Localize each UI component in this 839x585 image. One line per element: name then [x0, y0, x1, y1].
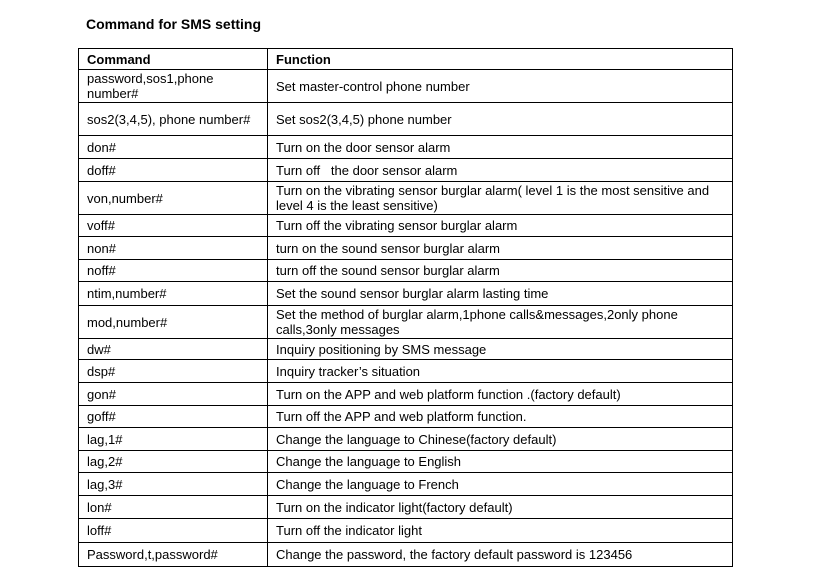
table-row — [79, 237, 733, 260]
command-cell: lon# — [79, 496, 268, 519]
command-cell: lag,2# — [79, 451, 268, 473]
function-cell: Turn off the indicator light — [268, 519, 733, 543]
table-row — [79, 103, 733, 136]
command-cell: lag,3# — [79, 473, 268, 496]
table-row — [79, 519, 733, 543]
function-cell: Change the language to French — [268, 473, 733, 496]
function-cell: Turn off the vibrating sensor burglar alarm — [268, 215, 733, 237]
table-row — [79, 496, 733, 519]
table-row — [79, 451, 733, 473]
command-cell: von,number# — [79, 182, 268, 215]
table-row — [79, 428, 733, 451]
function-cell: turn off the sound sensor burglar alarm — [268, 260, 733, 282]
table-row — [79, 543, 733, 567]
sms-command-table — [78, 48, 733, 567]
function-cell: Set the method of burglar alarm,1phone calls&messages,2only phone calls,3only messages — [268, 306, 733, 339]
function-cell: Turn on the APP and web platform function .(factory default) — [268, 383, 733, 406]
command-cell: ntim,number# — [79, 282, 268, 306]
command-cell: goff# — [79, 406, 268, 428]
table-header-row — [79, 49, 733, 70]
function-cell: turn on the sound sensor burglar alarm — [268, 237, 733, 260]
table-row — [79, 136, 733, 159]
table-row — [79, 260, 733, 282]
command-cell: dw# — [79, 339, 268, 360]
command-cell: password,sos1,phone number# — [79, 70, 268, 103]
table-row — [79, 383, 733, 406]
function-cell: Inquiry tracker’s situation — [268, 360, 733, 383]
command-cell: sos2(3,4,5), phone number# — [79, 103, 268, 136]
function-cell: Set master-control phone number — [268, 70, 733, 103]
table-row — [79, 473, 733, 496]
header-command: Command — [79, 49, 268, 70]
function-cell: Set sos2(3,4,5) phone number — [268, 103, 733, 136]
function-cell: Turn off the APP and web platform function. — [268, 406, 733, 428]
table-row — [79, 339, 733, 360]
table-row — [79, 406, 733, 428]
table-row — [79, 182, 733, 215]
table-row — [79, 70, 733, 103]
command-cell: non# — [79, 237, 268, 260]
command-cell: don# — [79, 136, 268, 159]
function-cell: Turn on the indicator light(factory default) — [268, 496, 733, 519]
command-cell: Password,t,password# — [79, 543, 268, 567]
command-cell: voff# — [79, 215, 268, 237]
page-title: Command for SMS setting — [86, 16, 262, 32]
function-cell: Inquiry positioning by SMS message — [268, 339, 733, 360]
command-cell: noff# — [79, 260, 268, 282]
function-cell: Change the password, the factory default password is 123456 — [268, 543, 733, 567]
table-row — [79, 159, 733, 182]
function-cell: Change the language to English — [268, 451, 733, 473]
function-cell: Turn on the door sensor alarm — [268, 136, 733, 159]
command-cell: gon# — [79, 383, 268, 406]
function-cell: Change the language to Chinese(factory default) — [268, 428, 733, 451]
function-cell: Turn off the door sensor alarm — [268, 159, 733, 182]
table-row — [79, 215, 733, 237]
function-cell: Turn on the vibrating sensor burglar alarm( level 1 is the most sensitive and level 4 is the least sensitive) — [268, 182, 733, 215]
command-cell: dsp# — [79, 360, 268, 383]
command-cell: mod,number# — [79, 306, 268, 339]
table-row — [79, 360, 733, 383]
table-row — [79, 282, 733, 306]
table-row — [79, 306, 733, 339]
header-function: Function — [268, 49, 733, 70]
function-cell: Set the sound sensor burglar alarm lasting time — [268, 282, 733, 306]
command-cell: loff# — [79, 519, 268, 543]
command-cell: doff# — [79, 159, 268, 182]
command-cell: lag,1# — [79, 428, 268, 451]
